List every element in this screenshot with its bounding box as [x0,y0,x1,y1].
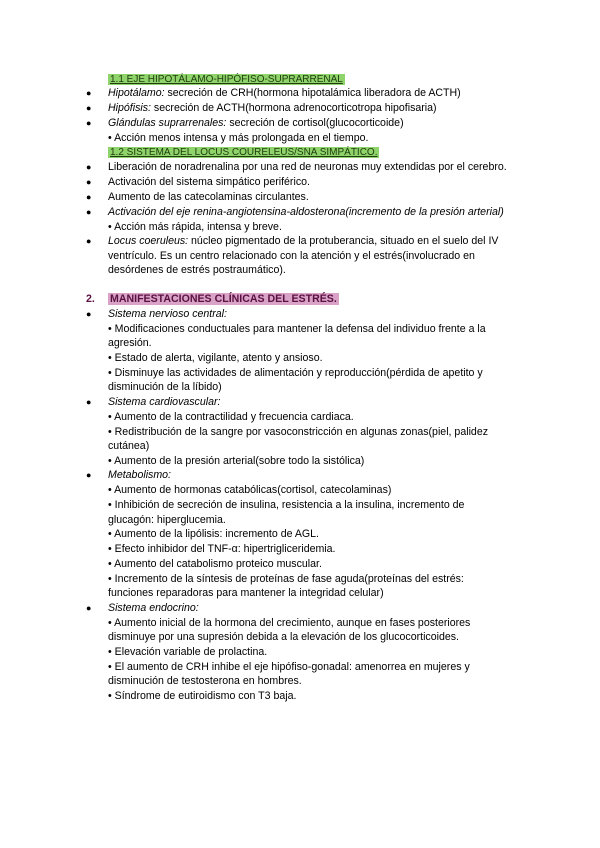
bullet-icon: ● [86,162,92,172]
subsection-label: Sistema endocrino: [108,602,199,614]
list-item: Hipófisis: secreción de ACTH(hormona adrenocorticotropa hipofisaria) [108,102,437,114]
list-line: • Aumento del catabolismo proteico muscular. [108,558,322,570]
section-2-title: MANIFESTACIONES CLÍNICAS DEL ESTRÉS. [110,293,337,305]
list-line: disminución de la líbido) [108,381,222,393]
list-item: Activación del eje renina-angiotensina-aldosterona(incremento de la presión arterial) [108,206,504,218]
bullet-icon: ● [86,192,92,202]
list-line: • Inhibición de secreción de insulina, resistencia a la insulina, incremento de [108,499,465,511]
list-item: Hipotálamo: secreción de CRH(hormona hipotalámica liberadora de ACTH) [108,87,461,99]
bullet-icon: ● [86,397,92,407]
list-line: • Redistribución de la sangre por vasoconstricción en algunas zonas(piel, palidez [108,426,489,438]
list-line: • Estado de alerta, vigilante, atento y ansioso. [108,352,323,364]
bullet-icon: ● [86,470,92,480]
bullet-icon: ● [86,207,92,217]
bullet-icon: ● [86,236,92,246]
list-item: Locus coeruleus: núcleo pigmentado de la protuberancia, situado en el suelo del IV [108,235,499,247]
list-line: funciones reparadoras para mantener la integridad celular) [108,587,384,599]
bullet-icon: ● [86,88,92,98]
list-line: • Elevación variable de prolactina. [108,646,268,658]
list-item-continuation: desórdenes de estrés postraumático). [108,264,286,276]
list-line: • Modificaciones conductuales para mantener la defensa del individuo frente a la [108,323,486,335]
heading-1-1: 1.1 EJE HIPOTÁLAMO-HIPÓFISO-SUPRARRENAL [110,74,343,85]
subsection-label: Sistema cardiovascular: [108,396,221,408]
list-line: • El aumento de CRH inhibe el eje hipófiso-gonadal: amenorrea en mujeres y [108,661,470,673]
list-line: • Incremento de la síntesis de proteínas de fase aguda(proteínas del estrés: [108,573,464,585]
list-line: • Síndrome de eutiroidismo con T3 baja. [108,690,297,702]
subsection-label: Metabolismo: [108,469,171,481]
list-line: • Aumento de la contractilidad y frecuencia cardiaca. [108,411,354,423]
list-item: Glándulas suprarrenales: secreción de cortisol(glucocorticoide) [108,117,404,129]
section-number: 2. [86,293,95,305]
list-item: Aumento de las catecolaminas circulantes. [108,191,309,203]
bullet-icon: ● [86,603,92,613]
list-line: glucagón: hiperglucemia. [108,514,226,526]
list-item: Liberación de noradrenalina por una red de neuronas muy extendidas por el cerebro. [108,161,507,173]
list-line: • Aumento inicial de la hormona del crecimiento, aunque en fases posteriores [108,617,471,629]
bullet-icon: ● [86,309,92,319]
list-line: cutánea) [108,440,150,452]
list-line: • Efecto inhibidor del TNF-α: hipertrigliceridemia. [108,543,336,555]
bullet-icon: ● [86,177,92,187]
list-line: • Aumento de la lipólisis: incremento de AGL. [108,528,319,540]
list-item-continuation: ventrículo. Es un centro relacionado con la atención y el estrés(involucrado en [108,250,475,262]
list-item: Activación del sistema simpático periférico. [108,176,310,188]
subsection-label: Sistema nervioso central: [108,308,227,320]
heading-1-2: 1.2 SISTEMA DEL LOCUS COURELEUS/SNA SIMPÁTICO. [110,147,378,158]
list-line: • Aumento de hormonas catabólicas(cortisol, catecolaminas) [108,484,392,496]
sub-item: • Acción más rápida, intensa y breve. [108,221,282,233]
bullet-icon: ● [86,118,92,128]
list-line: disminuye por una supresión debida a la elevación de los glucocorticoides. [108,631,459,643]
list-line: • Aumento de la presión arterial(sobre todo la sistólica) [108,455,365,467]
list-line: • Disminuye las actividades de alimentación y reproducción(pérdida de apetito y [108,367,483,379]
bullet-icon: ● [86,103,92,113]
list-line: agresión. [108,337,152,349]
list-line: disminución de testosterona en hombres. [108,675,302,687]
sub-item: • Acción menos intensa y más prolongada en el tiempo. [108,132,369,144]
